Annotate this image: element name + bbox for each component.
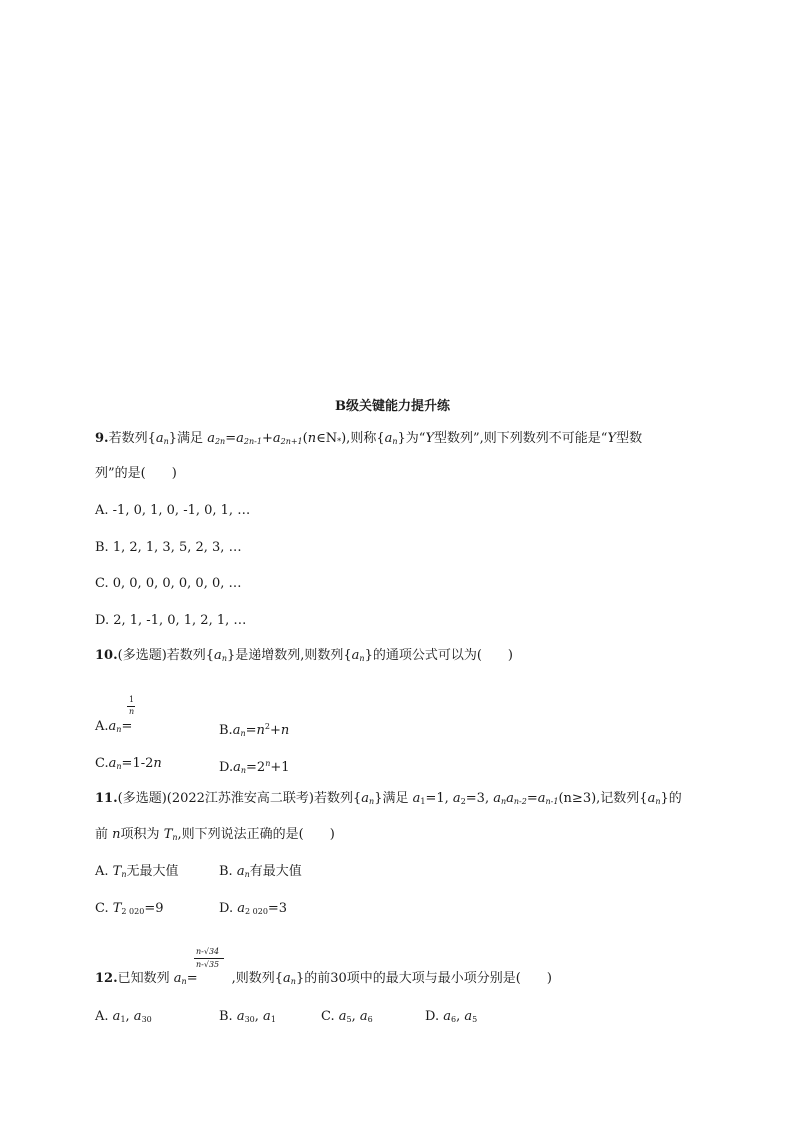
question-10-stem: 10.(多选题)若数列$\{a_n\}$是递增数列,则数列$\{a_n\}$的通项公式可以为( ) [95,648,513,663]
question-12-option-c: C. $a_5$, $a_6$ [321,1009,373,1024]
question-9-line-1: 9.若数列$\{a_n\}$满足 $a_{2n}=a_{2n-1}+a_{2n+1}(n\in N_*)$,则称$\{a_n\}$为“Y型数列”,则下列数列不可能是“Y型数 [95,431,643,446]
question-number: 12. [95,971,118,986]
question-10-option-a: $A.a_n=$ [95,719,133,734]
question-9-line-2: 列”的是( ) [95,466,177,481]
question-11-option-c: C. $T_{2 020}=9$ [95,901,164,916]
q12-fraction-denominator: n-√35 [196,960,220,969]
question-11-option-d: D. $a_{2 020}=3$ [219,901,288,916]
question-11-line-1: 11.(多选题)(2022江苏淮安高二联考)若数列$\{a_n\}$满足 $a_1=1$, $a_2=3$, $a_na_{n-2}=a_{n-1}(n\ge 3)$,记数列$\{a_n\}$的 [95,791,682,806]
question-12-stem: 12.已知数列 $a_n=$ ,则数列$\{a_n\}$的前30项中的最大项与最小项分别是( ) [95,971,552,986]
question-9-option-b: B. 1, 2, 1, 3, 5, 2, 3, … [95,540,242,555]
section-title: B级关键能力提升练 [335,399,450,414]
q12-fraction-numerator: n-√34 [196,947,220,956]
question-12-option-d: D. $a_6$, $a_5$ [425,1009,478,1024]
question-number: 10. [95,648,118,663]
question-10-option-d: $D.a_n=2^n+1$ [219,759,290,775]
question-12-option-a: A. $a_1$, $a_{30}$ [95,1009,152,1024]
question-number: 11. [95,791,118,806]
q12-fraction-bar [194,958,224,959]
option-a-exponent-denominator: n [129,707,135,716]
question-11-option-a: A. $T_n$无最大值 [95,864,179,879]
option-a-exponent-numerator: 1 [129,695,135,704]
question-11-line-2: 前 n项积为 $T_n$,则下列说法正确的是( ) [95,827,335,842]
question-9-option-a: A. -1, 0, 1, 0, -1, 0, 1, … [95,503,251,518]
question-9-option-d: D. 2, 1, -1, 0, 1, 2, 1, … [95,613,247,628]
question-10-option-c: $C.a_n=1-2n$ [95,756,162,771]
question-10-option-b: $B.a_n=n^2+n$ [219,722,290,738]
question-12-option-b: B. $a_{30}$, $a_1$ [219,1009,276,1024]
question-number: 9. [95,431,109,446]
question-11-option-b: B. $a_n$有最大值 [219,864,302,879]
question-9-option-c: C. 0, 0, 0, 0, 0, 0, 0, … [95,576,242,591]
